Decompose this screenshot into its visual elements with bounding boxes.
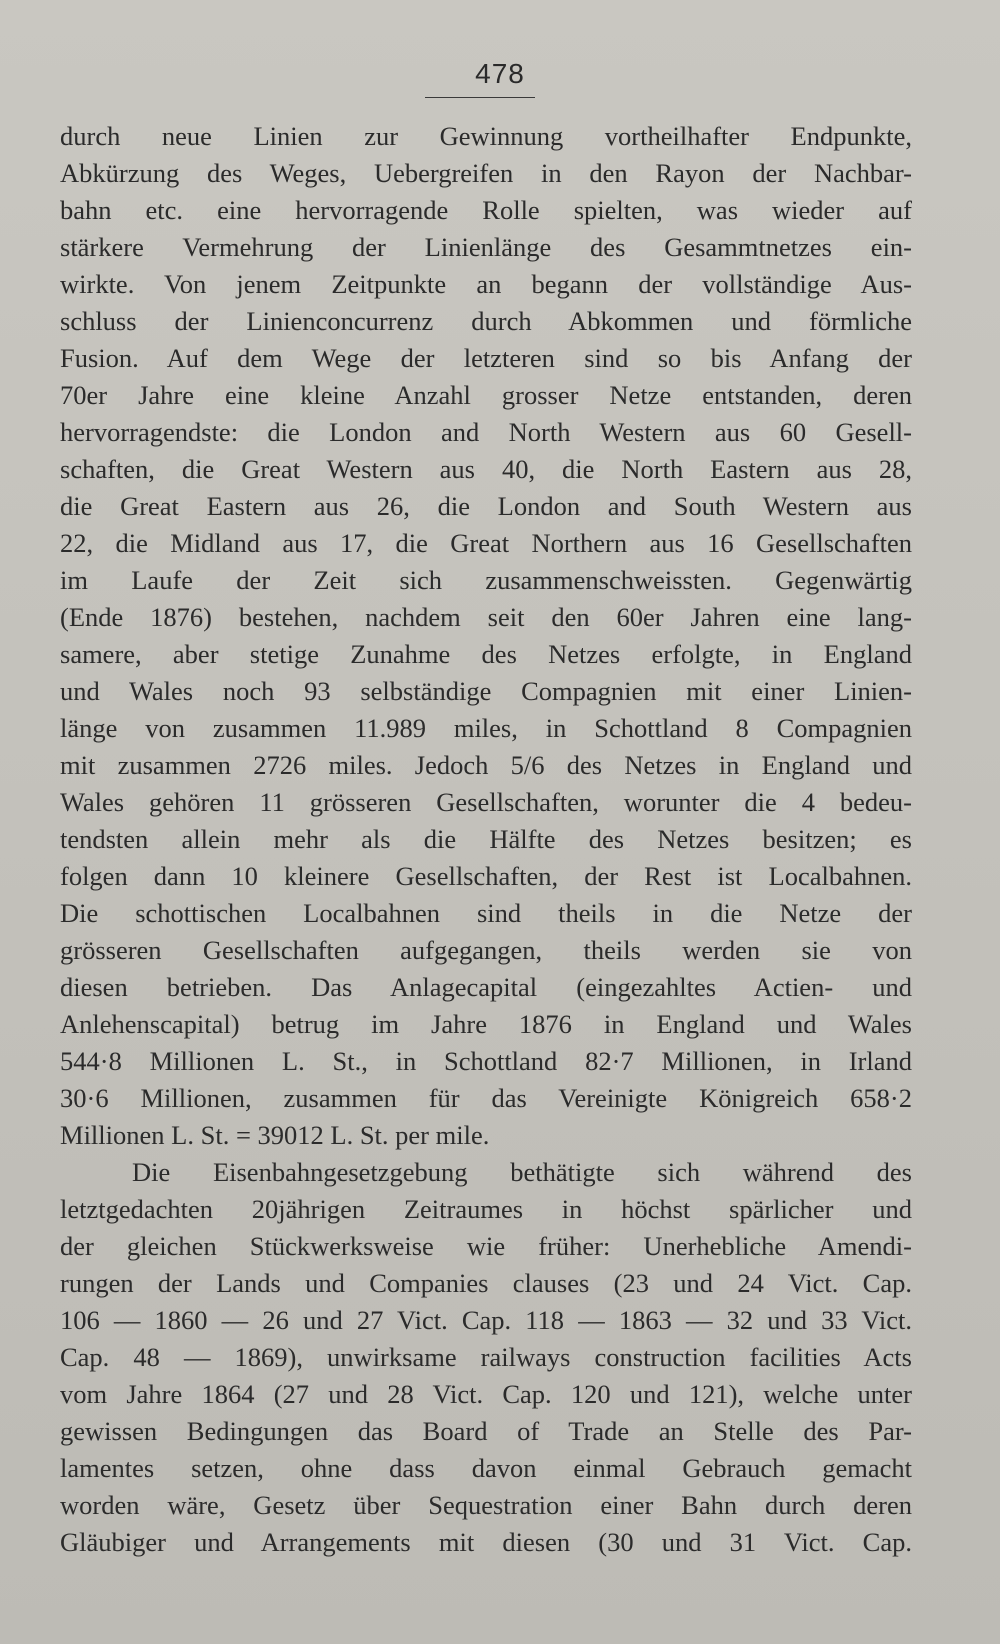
- text-line: letztgedachten 20jährigen Zeitraumes in höchst spärlicher und: [60, 1194, 912, 1224]
- text-line: 544·8 Millionen L. St., in Schottland 82·7 Millionen, in Irland: [60, 1046, 912, 1076]
- text-line: im Laufe der Zeit sich zusammenschweissten. Gegenwärtig: [60, 565, 912, 595]
- text-line: rungen der Lands und Companies clauses (23 und 24 Vict. Cap.: [60, 1268, 912, 1298]
- text-line: Die schottischen Localbahnen sind theils in die Netze der: [60, 898, 912, 928]
- text-line: 22, die Midland aus 17, die Great Northern aus 16 Gesellschaften: [60, 528, 912, 558]
- text-line: tendsten allein mehr als die Hälfte des Netzes besitzen; es: [60, 824, 912, 854]
- text-line: 106 — 1860 — 26 und 27 Vict. Cap. 118 — 1863 — 32 und 33 Vict.: [60, 1305, 912, 1335]
- text-line: durch neue Linien zur Gewinnung vortheilhafter Endpunkte,: [60, 121, 912, 151]
- text-line: (Ende 1876) bestehen, nachdem seit den 60er Jahren eine lang-: [60, 602, 912, 632]
- text-line: bahn etc. eine hervorragende Rolle spielten, was wieder auf: [60, 195, 912, 225]
- text-line: der gleichen Stückwerksweise wie früher: Unerhebliche Amendi-: [60, 1231, 912, 1261]
- page-number-rule: [425, 97, 535, 98]
- text-line: schaften, die Great Western aus 40, die North Eastern aus 28,: [60, 454, 912, 484]
- text-line: lamentes setzen, ohne dass davon einmal Gebrauch gemacht: [60, 1453, 912, 1483]
- text-line: mit zusammen 2726 miles. Jedoch 5/6 des Netzes in England und: [60, 750, 912, 780]
- text-line: Fusion. Auf dem Wege der letzteren sind so bis Anfang der: [60, 343, 912, 373]
- body-text: [60, 118, 912, 1561]
- text-line: wirkte. Von jenem Zeitpunkte an begann der vollständige Aus-: [60, 269, 912, 299]
- text-line: vom Jahre 1864 (27 und 28 Vict. Cap. 120 und 121), welche unter: [60, 1379, 912, 1409]
- text-line: länge von zusammen 11.989 miles, in Schottland 8 Compagnien: [60, 713, 912, 743]
- text-line: schluss der Linienconcurrenz durch Abkommen und förmliche: [60, 306, 912, 336]
- text-line: Cap. 48 — 1869), unwirksame railways construction facilities Acts: [60, 1342, 912, 1372]
- page-number: 478: [475, 58, 525, 89]
- text-line: 70er Jahre eine kleine Anzahl grosser Netze entstanden, deren: [60, 380, 912, 410]
- text-line: Gläubiger und Arrangements mit diesen (30 und 31 Vict. Cap.: [60, 1527, 912, 1557]
- text-line: die Great Eastern aus 26, die London and South Western aus: [60, 491, 912, 521]
- text-line: Die Eisenbahngesetzgebung bethätigte sich während des: [132, 1157, 912, 1187]
- text-line: und Wales noch 93 selbständige Compagnien mit einer Linien-: [60, 676, 912, 706]
- text-line: diesen betrieben. Das Anlagecapital (eingezahltes Actien- und: [60, 972, 912, 1002]
- text-line: Abkürzung des Weges, Uebergreifen in den Rayon der Nachbar-: [60, 158, 912, 188]
- text-line: grösseren Gesellschaften aufgegangen, theils werden sie von: [60, 935, 912, 965]
- text-line: Millionen L. St. = 39012 L. St. per mile.: [60, 1120, 490, 1150]
- text-line: folgen dann 10 kleinere Gesellschaften, der Rest ist Localbahnen.: [60, 861, 912, 891]
- text-line: Anlehenscapital) betrug im Jahre 1876 in England und Wales: [60, 1009, 912, 1039]
- text-line: Wales gehören 11 grösseren Gesellschaften, worunter die 4 bedeu-: [60, 787, 912, 817]
- text-line: gewissen Bedingungen das Board of Trade an Stelle des Par-: [60, 1416, 912, 1446]
- text-line: stärkere Vermehrung der Linienlänge des Gesammtnetzes ein-: [60, 232, 912, 262]
- text-line: worden wäre, Gesetz über Sequestration einer Bahn durch deren: [60, 1490, 912, 1520]
- text-line: 30·6 Millionen, zusammen für das Vereinigte Königreich 658·2: [60, 1083, 912, 1113]
- text-line: hervorragendste: die London and North Western aus 60 Gesell-: [60, 417, 912, 447]
- text-line: samere, aber stetige Zunahme des Netzes erfolgte, in England: [60, 639, 912, 669]
